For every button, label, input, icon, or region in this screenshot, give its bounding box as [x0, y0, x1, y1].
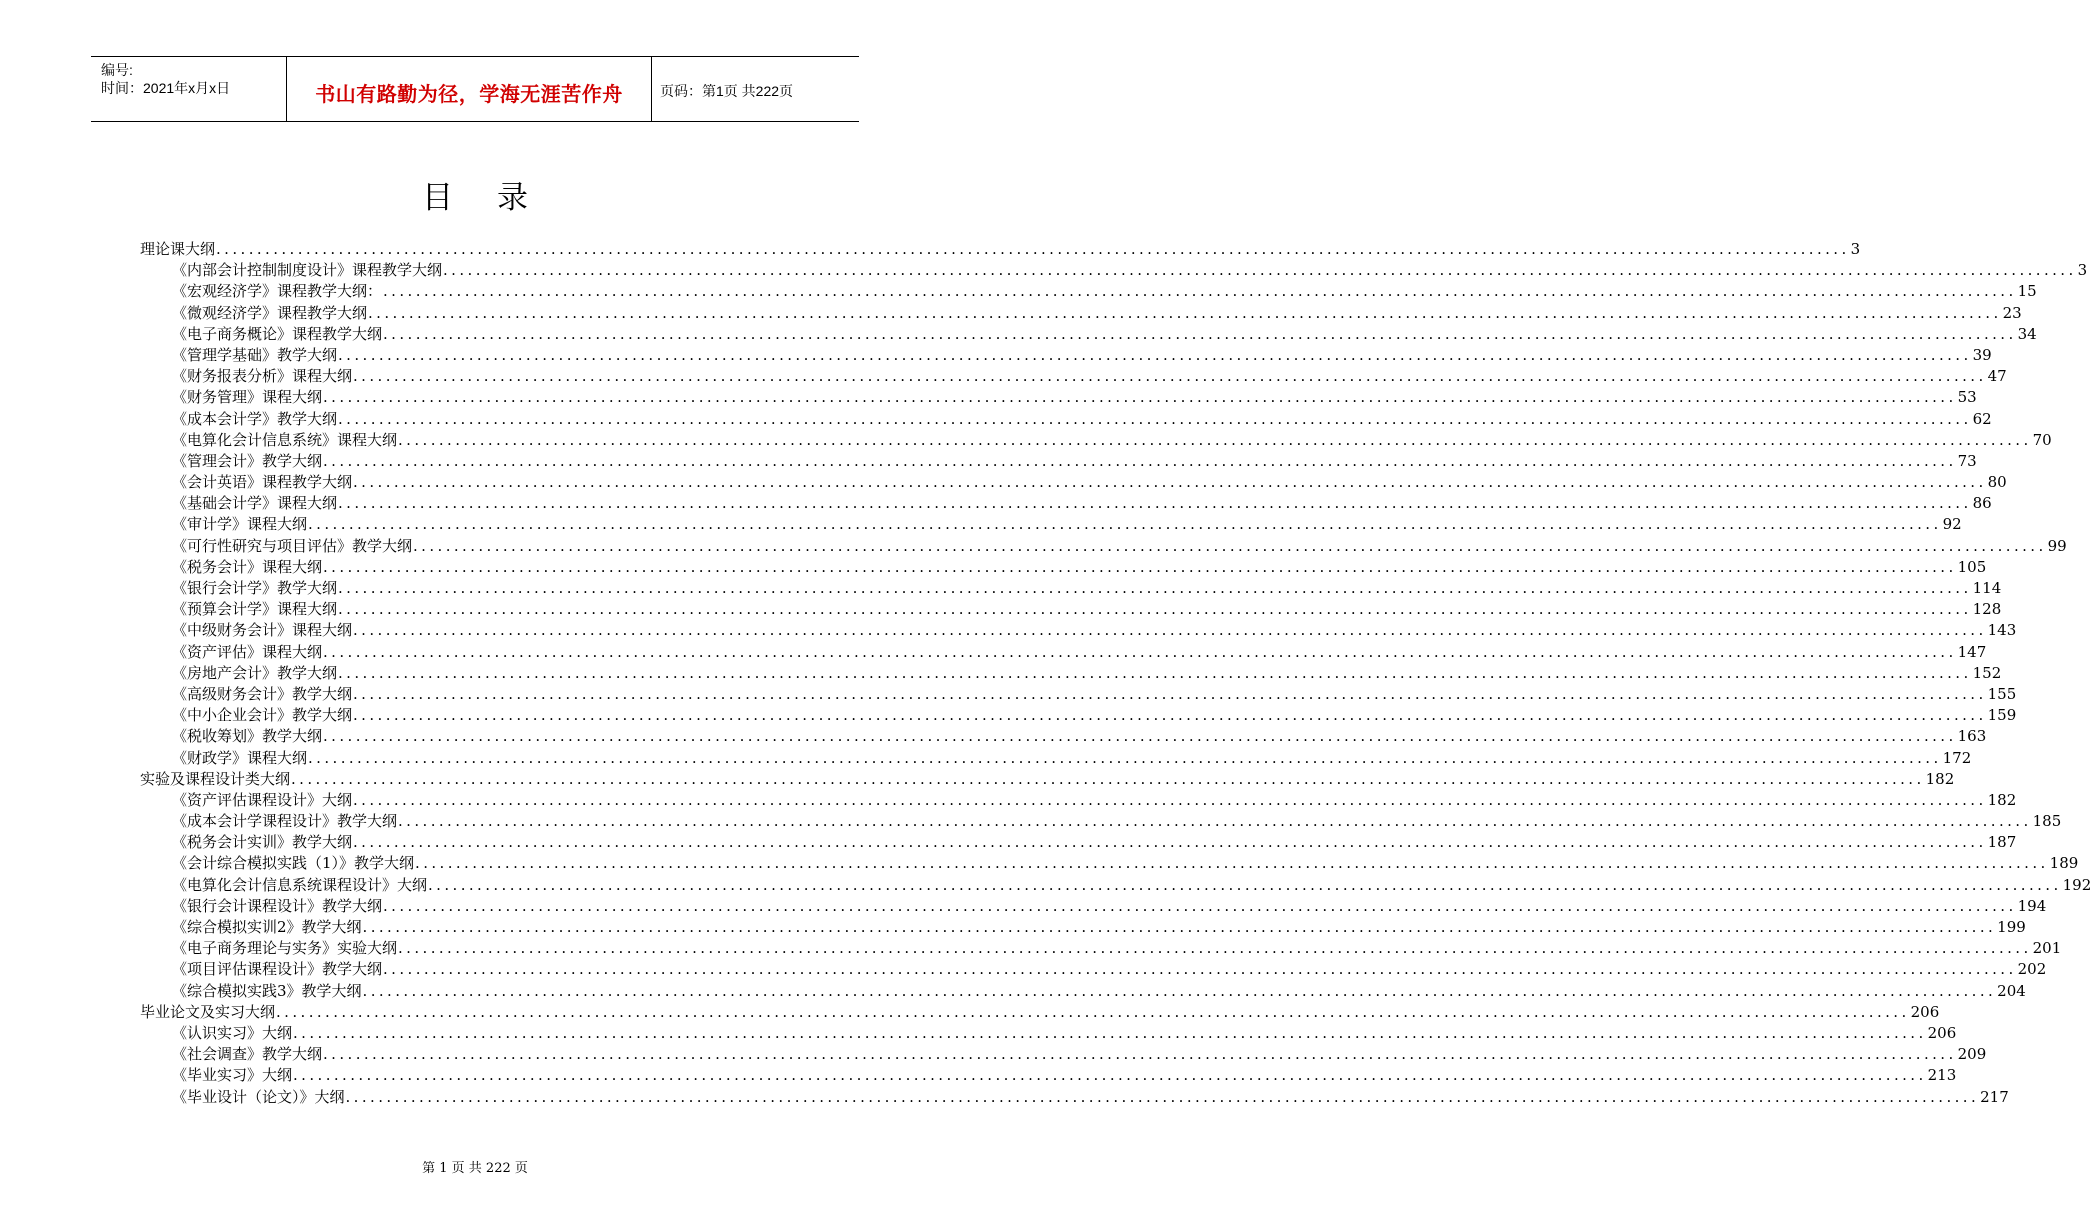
toc-entry[interactable]	[140, 981, 2026, 1002]
toc-page-number: 39	[1972, 345, 1992, 364]
toc-dot-leader: ........................................................................................................................................................................................................	[338, 494, 1972, 513]
toc-dot-leader: ........................................................................................................................................................................................................	[293, 1023, 1927, 1042]
toc-entry[interactable]	[140, 663, 2002, 684]
toc-entry[interactable]	[140, 366, 2007, 387]
toc-page-number: 105	[1957, 557, 1987, 576]
toc-entry[interactable]	[140, 832, 2017, 853]
toc-page-number: 204	[1997, 981, 2026, 1000]
toc-dot-leader: ........................................................................................................................................................................................................	[291, 769, 1925, 788]
toc-dot-leader: ........................................................................................................................................................................................................	[323, 642, 1957, 661]
toc-dot-leader: ........................................................................................................................................................................................................	[338, 579, 1972, 597]
toc-entry[interactable]	[140, 409, 1992, 430]
toc-page-number: 47	[1987, 367, 2007, 386]
toc-page-number: 189	[2049, 854, 2079, 873]
toc-page-number: 86	[1972, 494, 1992, 513]
toc-dot-leader: ........................................................................................................................................................................................................	[353, 833, 1987, 852]
toc-entry-title: 理论课大纲	[140, 240, 216, 258]
toc-dot-leader: ........................................................................................................................................................................................................	[443, 261, 2077, 280]
toc-entry[interactable]	[140, 260, 2088, 281]
toc-dot-leader: ........................................................................................................................................................................................................	[398, 939, 2032, 958]
toc-entry-title: 《综合模拟实践3》教学大纲	[172, 981, 362, 1000]
toc-entry-title: 《银行会计学》教学大纲	[172, 579, 338, 597]
page-footer: 第 1 页 共 222 页	[422, 1161, 528, 1176]
header-page-info: 页码：第1页 共222页	[660, 83, 794, 99]
toc-page-number: 206	[1927, 1023, 1957, 1042]
toc-dot-leader: ........................................................................................................................................................................................................	[368, 303, 2002, 322]
toc-dot-leader: ........................................................................................................................................................................................................	[216, 240, 1850, 258]
toc-entry-title: 《电算化会计信息系统》课程大纲	[172, 430, 398, 449]
toc-dot-leader: ........................................................................................................................................................................................................	[338, 409, 1972, 428]
toc-entry[interactable]	[140, 387, 1977, 408]
toc-entry[interactable]	[140, 578, 2002, 599]
toc-dot-leader: ........................................................................................................................................................................................................	[383, 324, 2017, 343]
toc-entry-title: 《毕业实习》大纲	[172, 1066, 293, 1085]
toc-entry-title: 《税务会计》课程大纲	[172, 557, 323, 576]
toc-entry-title: 《房地产会计》教学大纲	[172, 663, 338, 682]
toc-dot-leader: ........................................................................................................................................................................................................	[345, 1087, 1980, 1106]
table-of-contents	[140, 239, 2091, 1108]
toc-entry[interactable]	[140, 875, 2091, 896]
toc-entry-title: 《电子商务概论》课程教学大纲	[172, 324, 383, 343]
document-time-label: 时间：2021年x月x日	[101, 80, 231, 96]
toc-page-number: 182	[1987, 790, 2017, 809]
toc-entry[interactable]	[140, 303, 2022, 324]
toc-entry-title: 《管理学基础》教学大纲	[172, 345, 338, 364]
toc-page-number: 15	[2017, 282, 2037, 301]
toc-page-number: 187	[1987, 833, 2017, 852]
toc-dot-leader: ........................................................................................................................................................................................................	[398, 430, 2032, 449]
toc-dot-leader: ........................................................................................................................................................................................................	[415, 854, 2049, 873]
toc-page-number: 172	[1942, 748, 1972, 767]
toc-entry[interactable]	[140, 281, 2037, 302]
toc-dot-leader: ........................................................................................................................................................................................................	[338, 345, 1972, 364]
toc-entry[interactable]	[140, 1065, 1957, 1086]
toc-dot-leader: ........................................................................................................................................................................................................	[413, 536, 2047, 555]
toc-dot-leader: ........................................................................................................................................................................................................	[362, 918, 1997, 936]
toc-entry-title: 《综合模拟实训2》教学大纲	[172, 918, 362, 936]
toc-entry[interactable]	[140, 620, 2017, 641]
toc-dot-leader: ........................................................................................................................................................................................................	[323, 388, 1957, 407]
toc-page-number: 23	[2002, 303, 2022, 322]
toc-entry[interactable]	[140, 642, 1987, 663]
page-header	[91, 56, 859, 122]
toc-dot-leader: ........................................................................................................................................................................................................	[323, 1045, 1957, 1064]
toc-entry-title: 《电子商务理论与实务》实验大纲	[172, 939, 398, 958]
toc-entry-title: 《项目评估课程设计》教学大纲	[172, 960, 383, 979]
toc-page-number: 202	[2017, 960, 2047, 979]
toc-section-entry[interactable]	[140, 1002, 1940, 1023]
toc-entry-title: 实验及课程设计类大纲	[140, 769, 291, 788]
toc-entry-title: 《高级财务会计》教学大纲	[172, 684, 353, 703]
toc-page-number: 152	[1972, 663, 2002, 682]
toc-page-number: 62	[1972, 409, 1992, 428]
toc-dot-leader: ........................................................................................................................................................................................................	[308, 748, 1942, 767]
toc-dot-leader: ........................................................................................................................................................................................................	[276, 1002, 1910, 1021]
toc-page-number: 147	[1957, 642, 1987, 661]
toc-entry-title: 《资产评估课程设计》大纲	[172, 790, 353, 809]
document-number-label: 编号:	[101, 62, 133, 78]
toc-entry-title: 《宏观经济学》课程教学大纲：	[172, 282, 383, 301]
toc-entry-title: 《电算化会计信息系统课程设计》大纲	[172, 875, 428, 894]
toc-entry[interactable]	[140, 514, 1962, 535]
toc-dot-leader: ........................................................................................................................................................................................................	[353, 473, 1987, 492]
toc-dot-leader: ........................................................................................................................................................................................................	[362, 981, 1997, 1000]
toc-page-number: 99	[2047, 536, 2067, 555]
toc-page-number: 53	[1957, 388, 1977, 407]
toc-dot-leader: ........................................................................................................................................................................................................	[293, 1066, 1927, 1085]
toc-page-number: 128	[1972, 600, 2002, 619]
toc-page-number: 182	[1925, 769, 1955, 788]
toc-dot-leader: ........................................................................................................................................................................................................	[428, 875, 2062, 894]
toc-dot-leader: ........................................................................................................................................................................................................	[398, 812, 2032, 831]
toc-page-number: 80	[1987, 473, 2007, 492]
toc-entry[interactable]	[140, 557, 1987, 578]
toc-page-number: 92	[1942, 515, 1962, 534]
toc-entry[interactable]	[140, 599, 2002, 620]
toc-page-number: 155	[1987, 684, 2017, 703]
toc-page-number: 3	[2077, 261, 2088, 280]
toc-dot-leader: ........................................................................................................................................................................................................	[323, 451, 1957, 470]
toc-entry[interactable]	[140, 726, 1987, 747]
toc-dot-leader: ........................................................................................................................................................................................................	[353, 706, 1987, 725]
toc-entry-title: 《财务管理》课程大纲	[172, 388, 323, 407]
toc-page-number: 206	[1910, 1002, 1940, 1021]
toc-entry-title: 《中级财务会计》课程大纲	[172, 621, 353, 640]
toc-entry[interactable]	[140, 853, 2079, 874]
toc-entry[interactable]	[140, 684, 2017, 705]
toc-entry-title: 《成本会计学》教学大纲	[172, 409, 338, 428]
toc-entry[interactable]	[140, 324, 2037, 345]
toc-entry[interactable]	[140, 451, 1977, 472]
toc-entry[interactable]	[140, 345, 1992, 366]
toc-entry-title: 《银行会计课程设计》教学大纲	[172, 896, 383, 915]
toc-page-number: 192	[2062, 875, 2091, 894]
toc-page-number: 185	[2032, 812, 2062, 831]
toc-entry[interactable]	[140, 959, 2047, 980]
toc-entry-title: 《会计英语》课程教学大纲	[172, 473, 353, 492]
toc-entry-title: 毕业论文及实习大纲	[140, 1002, 276, 1021]
toc-page-number: 163	[1957, 727, 1987, 746]
toc-entry[interactable]	[140, 938, 2062, 959]
header-middle-cell	[286, 57, 652, 121]
toc-entry[interactable]	[140, 536, 2067, 557]
toc-section-entry[interactable]	[140, 769, 1955, 790]
toc-entry-title: 《会计综合模拟实践（1）》教学大纲	[172, 854, 415, 873]
toc-entry-title: 《预算会计学》课程大纲	[172, 600, 338, 619]
toc-entry[interactable]	[140, 748, 1972, 769]
toc-entry[interactable]	[140, 472, 2007, 493]
toc-page-number: 159	[1987, 706, 2017, 725]
toc-dot-leader: ........................................................................................................................................................................................................	[383, 282, 2017, 301]
toc-dot-leader: ........................................................................................................................................................................................................	[323, 727, 1957, 746]
toc-dot-leader: ........................................................................................................................................................................................................	[383, 960, 2017, 979]
toc-entry-title: 《内部会计控制制度设计》课程教学大纲	[172, 261, 443, 280]
toc-entry[interactable]	[140, 790, 2017, 811]
toc-page-number: 194	[2017, 896, 2047, 915]
toc-page-number: 209	[1957, 1045, 1987, 1064]
toc-dot-leader: ........................................................................................................................................................................................................	[338, 663, 1972, 682]
toc-dot-leader: ........................................................................................................................................................................................................	[308, 515, 1942, 534]
toc-entry[interactable]	[140, 1044, 1987, 1065]
toc-section-entry[interactable]	[140, 239, 1861, 260]
toc-entry[interactable]	[140, 705, 2017, 726]
toc-entry-title: 《管理会计》教学大纲	[172, 451, 323, 470]
toc-entry-title: 《财务报表分析》课程大纲	[172, 367, 353, 386]
toc-entry-title: 《成本会计学课程设计》教学大纲	[172, 812, 398, 831]
toc-entry[interactable]	[140, 1087, 2009, 1108]
toc-entry[interactable]	[140, 811, 2062, 832]
toc-entry-title: 《认识实习》大纲	[172, 1023, 293, 1042]
toc-entry[interactable]	[140, 493, 1992, 514]
toc-entry-title: 《税收筹划》教学大纲	[172, 727, 323, 746]
toc-entry-title: 《可行性研究与项目评估》教学大纲	[172, 536, 413, 555]
toc-page-number: 199	[1997, 918, 2026, 936]
header-left-cell	[91, 57, 286, 121]
toc-entry[interactable]	[140, 430, 2052, 451]
toc-page-number: 34	[2017, 324, 2037, 343]
toc-dot-leader: ........................................................................................................................................................................................................	[323, 557, 1957, 576]
toc-dot-leader: ........................................................................................................................................................................................................	[338, 600, 1972, 619]
page-title: 目录	[422, 180, 572, 216]
toc-dot-leader: ........................................................................................................................................................................................................	[353, 367, 1987, 386]
toc-entry-title: 《审计学》课程大纲	[172, 515, 308, 534]
toc-page-number: 213	[1927, 1066, 1957, 1085]
toc-dot-leader: ........................................................................................................................................................................................................	[383, 896, 2017, 915]
toc-entry-title: 《中小企业会计》教学大纲	[172, 706, 353, 725]
toc-entry-title: 《税务会计实训》教学大纲	[172, 833, 353, 852]
header-motto: 书山有路勤为径，学海无涯苦作舟	[315, 82, 623, 106]
toc-entry[interactable]	[140, 1023, 1957, 1044]
toc-page-number: 3	[1850, 240, 1861, 258]
toc-entry-title: 《微观经济学》课程教学大纲	[172, 303, 368, 322]
toc-entry-title: 《财政学》课程大纲	[172, 748, 308, 767]
toc-page-number: 73	[1957, 451, 1977, 470]
toc-page-number: 114	[1972, 579, 2002, 597]
toc-entry-title: 《社会调查》教学大纲	[172, 1045, 323, 1064]
toc-dot-leader: ........................................................................................................................................................................................................	[353, 621, 1987, 640]
toc-dot-leader: ........................................................................................................................................................................................................	[353, 790, 1987, 809]
toc-entry-title: 《毕业设计（论文）》大纲	[172, 1087, 345, 1106]
toc-page-number: 217	[1980, 1087, 2009, 1106]
header-right-cell	[650, 57, 859, 121]
toc-entry[interactable]	[140, 917, 2026, 938]
toc-entry-title: 《基础会计学》课程大纲	[172, 494, 338, 513]
toc-dot-leader: ........................................................................................................................................................................................................	[353, 684, 1987, 703]
toc-page-number: 70	[2032, 430, 2052, 449]
toc-entry-title: 《资产评估》课程大纲	[172, 642, 323, 661]
toc-entry[interactable]	[140, 896, 2047, 917]
toc-page-number: 201	[2032, 939, 2062, 958]
toc-page-number: 143	[1987, 621, 2017, 640]
